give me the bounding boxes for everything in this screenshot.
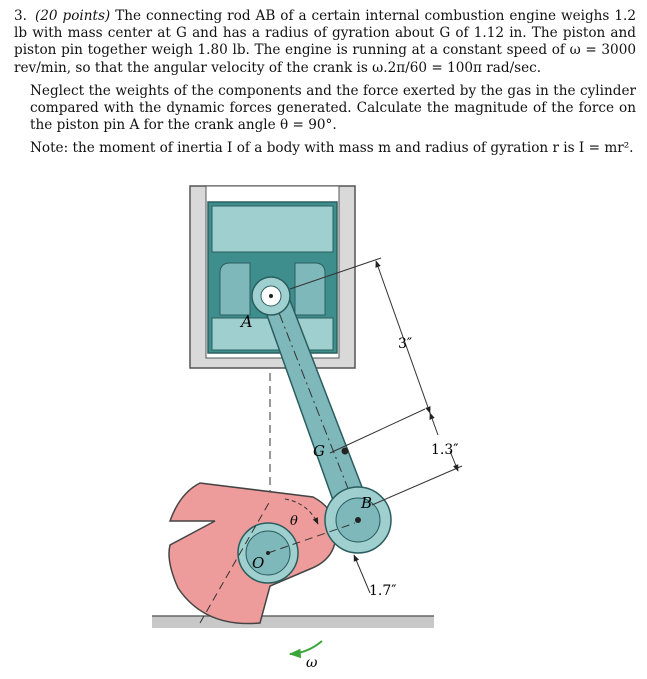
piston-pin-a-center bbox=[269, 294, 273, 298]
dim-label-ag: 3″ bbox=[398, 336, 413, 352]
dim-label-gb: 1.3″ bbox=[431, 442, 459, 458]
problem-statement bbox=[14, 8, 636, 164]
problem-number: 3. bbox=[14, 8, 27, 24]
mass-center-g bbox=[342, 448, 349, 455]
engine-figure bbox=[140, 183, 510, 675]
piston-crown bbox=[212, 206, 333, 252]
crank-center-o bbox=[266, 551, 270, 555]
problem-paragraph-2: Neglect the weights of the components and the force exerted by the gas in the cylinder compared with the dynamic forces generated. Calculate the magnitude of the force on the piston pin A for the crank angle θ = 90°. bbox=[30, 82, 636, 134]
dim-line-gb-a bbox=[430, 413, 438, 435]
label-g: G bbox=[313, 442, 325, 460]
label-theta: θ bbox=[290, 514, 298, 529]
label-o: O bbox=[252, 554, 265, 572]
piston-pocket-left bbox=[220, 263, 250, 315]
problem-text-1: The connecting rod AB of a certain internal combustion engine weighs 1.2 lb with mass center at G and has a radius of gyration about G of 1.12 in. The piston and piston pin together weigh 1.80 lb. The engine is running at a constant speed of ω = 3000 rev/min, so that the angular velocity of the crank is ω.2π/60 = 100π rad/sec. bbox=[14, 8, 636, 76]
dim-ext-g bbox=[330, 409, 425, 453]
omega-arrow bbox=[290, 641, 322, 654]
dim-ext-b bbox=[372, 466, 462, 505]
piston-pocket-right bbox=[295, 263, 325, 315]
dim-label-ob: 1.7″ bbox=[369, 583, 397, 599]
problem-paragraph-1 bbox=[14, 8, 636, 77]
dim-leader-ob bbox=[354, 555, 370, 593]
problem-points: (20 points) bbox=[34, 8, 111, 24]
label-b: B bbox=[361, 494, 373, 512]
label-a: A bbox=[241, 312, 253, 331]
ground bbox=[152, 616, 434, 628]
label-omega: ω bbox=[306, 655, 318, 671]
problem-note: Note: the moment of inertia I of a body with mass m and radius of gyration r is I = mr². bbox=[30, 140, 634, 157]
crank-pin-b-center bbox=[355, 517, 361, 523]
